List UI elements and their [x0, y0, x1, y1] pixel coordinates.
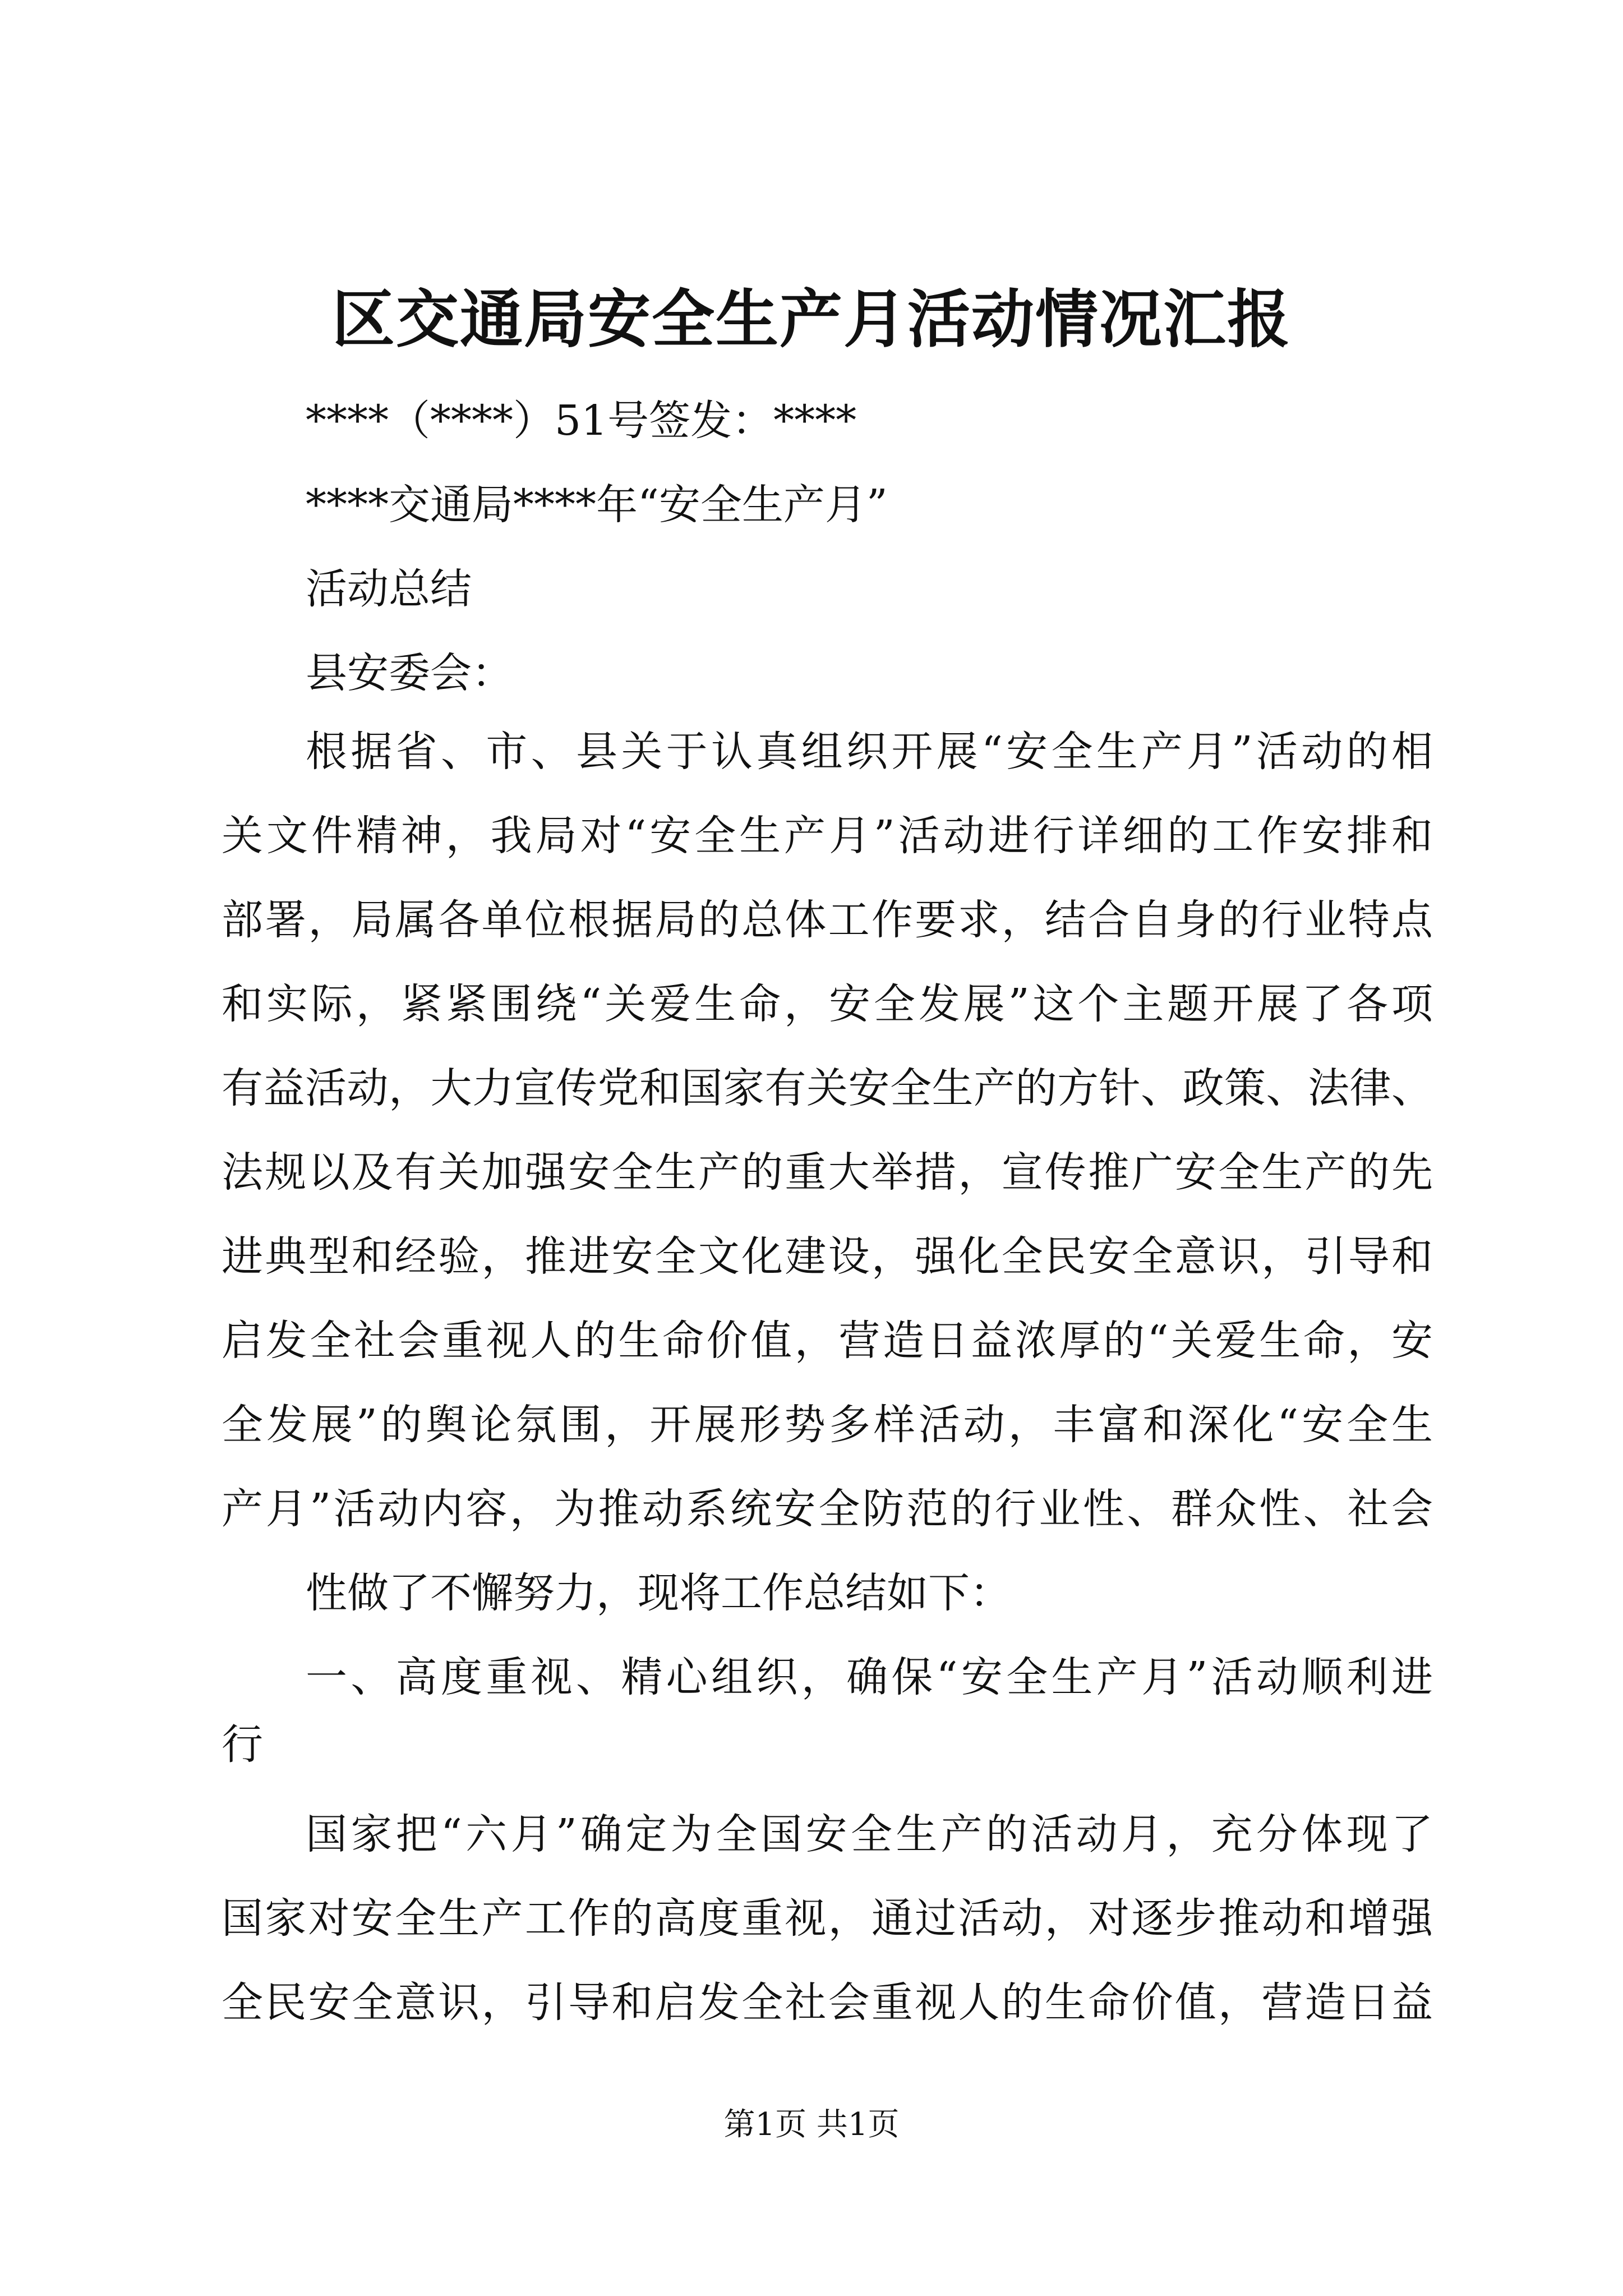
- body-line: 部署，局属各单位根据局的总体工作要求，结合自身的行业特点: [222, 896, 1433, 944]
- body-line: 启发全社会重视人的生命价值，营造日益浓厚的“关爱生命，安: [222, 1317, 1433, 1365]
- body-line: 全发展”的舆论氛围，开展形势多样活动，丰富和深化“安全生: [222, 1401, 1433, 1449]
- body-line: 根据省、市、县关于认真组织开展“安全生产月”活动的相: [306, 728, 1433, 776]
- salutation: 县安委会：: [306, 649, 513, 697]
- section-heading: 一、高度重视、精心组织，确保“安全生产月”活动顺利进: [306, 1653, 1433, 1701]
- body-line: 性做了不懈努力，现将工作总结如下：: [306, 1569, 1011, 1617]
- page-footer: 第1页 共1页: [723, 2106, 900, 2143]
- doc-subtitle-line-2: 活动总结: [306, 565, 472, 613]
- doc-subtitle-line: ****交通局****年“安全生产月”: [306, 481, 888, 529]
- body-line: 和实际，紧紧围绕“关爱生命，安全发展”这个主题开展了各项: [222, 980, 1433, 1028]
- section-heading-cont: 行: [222, 1720, 263, 1769]
- body-line: 国家对安全生产工作的高度重视，通过活动，对逐步推动和增强: [222, 1894, 1433, 1943]
- body-line: 全民安全意识，引导和启发全社会重视人的生命价值，营造日益: [222, 1978, 1433, 2027]
- document-title: 区交通局安全生产月活动情况汇报: [332, 283, 1291, 356]
- body-line: 进典型和经验，推进安全文化建设，强化全民安全意识，引导和: [222, 1232, 1433, 1281]
- doc-number-line: ****（****）51号签发：****: [306, 397, 857, 445]
- body-line: 法规以及有关加强安全生产的重大举措，宣传推广安全生产的先: [222, 1148, 1433, 1197]
- body-line: 有益活动，大力宣传党和国家有关安全生产的方针、政策、法律、: [222, 1064, 1433, 1112]
- body-line: 关文件精神，我局对“安全生产月”活动进行详细的工作安排和: [222, 812, 1433, 860]
- body-line: 国家把“六月”确定为全国安全生产的活动月，充分体现了: [306, 1810, 1433, 1858]
- body-line: 产月”活动内容，为推动系统安全防范的行业性、群众性、社会: [222, 1485, 1433, 1533]
